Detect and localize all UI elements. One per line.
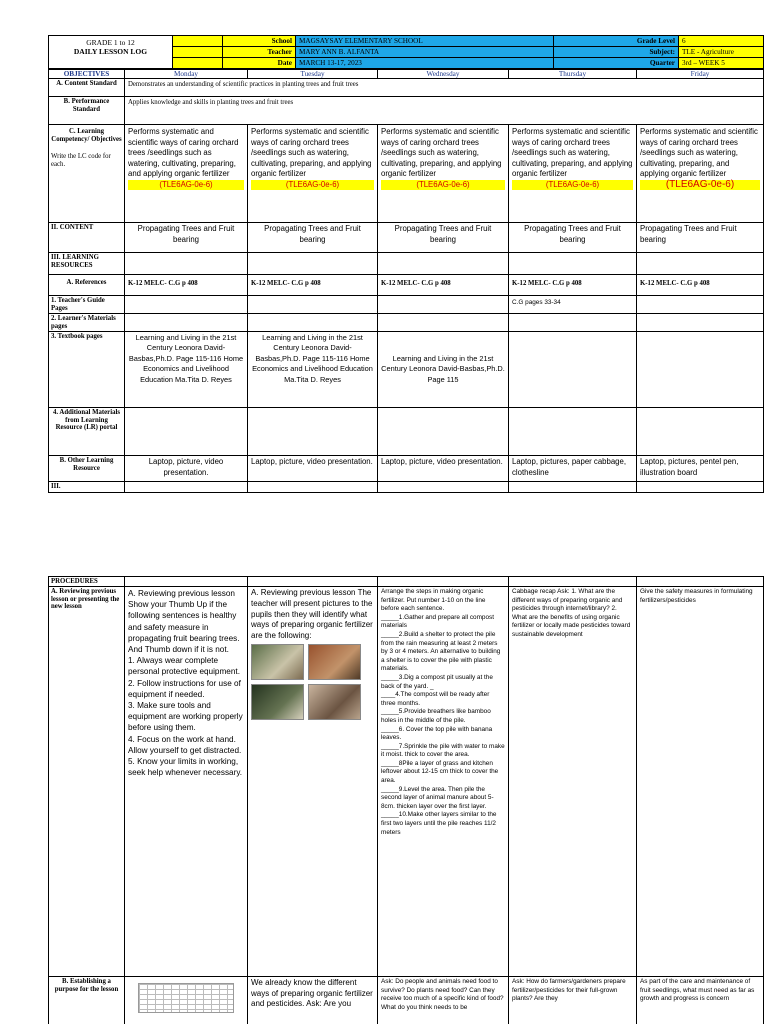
worksheet-thumbnail [138, 983, 234, 1013]
lc-text: Performs systematic and scientific ways of caring orchard trees /seedlings such as watering, cultivating, preparing, and applying organic fertilizer [128, 127, 239, 178]
content-thursday: Propagating Trees and Fruit bearing [509, 223, 637, 253]
compost-step: _____6. Cover the top pile with banana leaves. [381, 725, 493, 742]
compost-step: _____5.Provide breathers like bamboo holes in the middle of the pile. [381, 708, 491, 724]
lc-note: Write the LC code for each. [51, 153, 111, 168]
grade-level-value: 6 [679, 36, 764, 47]
review-friday: Give the safety measures in formulating fertilizers/pesticides [637, 587, 764, 977]
other-wednesday: Laptop, picture, video presentation. [378, 456, 509, 482]
textbook-wednesday: Learning and Living in the 21st Century Leonora David-Basbas,Ph.D. Page 115 [378, 332, 509, 408]
purpose-tuesday: We already know the different ways of preparing organic fertilizer and pesticides. Ask: Are you [248, 977, 378, 1024]
review-monday-intro: A. Reviewing previous lesson Show your Thumb Up if the following sentences is healthy and safety measure in propagating fruit bearing trees. And Thumb down if it is not. [128, 589, 240, 655]
content-tuesday: Propagating Trees and Fruit bearing [248, 223, 378, 253]
textbook-monday: Learning and Living in the 21st Century Leonora David-Basbas,Ph.D. Page 115-116 Home Economics and Livelihood Education Ma.Tita D. Reyes [125, 332, 248, 408]
content-monday: Propagating Trees and Fruit bearing [125, 223, 248, 253]
performance-standard-label: B. Performance Standard [49, 97, 125, 125]
fertilizer-photo [251, 644, 304, 680]
compost-step: _____8Pile a layer of grass and kitchen leftover about 12-15 cm thick to cover the area. [381, 759, 499, 785]
content-label: II. CONTENT [49, 223, 125, 253]
lc-code: (TLE6AG-0e-6) [251, 180, 374, 191]
purpose-friday: As part of the care and maintenance of fruit seedlings, what must need as far as growth and progress is concern [637, 977, 764, 1024]
subject-value: TLE - Agriculture [679, 47, 764, 58]
review-monday-item: 1. Always wear complete personal protective equipment. [128, 656, 240, 677]
lc-code: (TLE6AG-0e-6) [128, 180, 244, 191]
references-thursday: K-12 MELC- C.G p 408 [509, 275, 637, 296]
fertilizer-photo [308, 644, 361, 680]
form-title [49, 36, 173, 69]
learners-materials-label: 2. Learner's Materials pages [49, 314, 125, 332]
lc-thursday [509, 125, 637, 223]
content-standard-text: Demonstrates an understanding of scientific practices in planting trees and fruit trees [125, 79, 764, 97]
day-wednesday: Wednesday [378, 70, 509, 79]
log-title: DAILY LESSON LOG [73, 47, 148, 56]
reviewing-lesson-label: A. Reviewing previous lesson or presenting the new lesson [49, 587, 125, 977]
references-monday: K-12 MELC- C.G p 408 [125, 275, 248, 296]
fertilizer-pictures [251, 644, 361, 720]
references-tuesday: K-12 MELC- C.G p 408 [248, 275, 378, 296]
content-standard-label: A. Content Standard [49, 79, 125, 97]
teacher-value: MARY ANN B. ALFANTA [296, 47, 554, 58]
content-friday: Propagating Trees and Fruit bearing [637, 223, 764, 253]
compost-step: _____3.Dig a compost pit usually at the back of the yard. _ [381, 673, 493, 690]
review-wednesday [378, 587, 509, 977]
day-header-row [49, 70, 764, 79]
school-label: School [223, 36, 296, 47]
purpose-thursday: Ask: How do farmers/gardeners prepare fertilizer/pesticides for their full-grown plants? Are they [509, 977, 637, 1024]
other-thursday: Laptop, pictures, paper cabbage, clothesline [509, 456, 637, 482]
lc-text: Performs systematic and scientific ways of caring orchard trees /seedlings such as watering, cultivating, preparing, and applying organic fertilizer [640, 127, 758, 178]
date-value: MARCH 13-17, 2023 [296, 58, 554, 69]
subject-label: Subject: [554, 47, 679, 58]
other-friday: Laptop, pictures, pentel pen, illustration board [637, 456, 764, 482]
compost-step: _____1.Gather and prepare all compost materials [381, 613, 494, 630]
textbook-tuesday: Learning and Living in the 21st Century Leonora David-Basbas,Ph.D. Page 115-116 Home Economics and Livelihood Education Ma.Tita D. Reyes [248, 332, 378, 408]
review-tuesday-text: A. Reviewing previous lesson The teacher will present pictures to the pupils then they will identify what ways of preparing organic fertilizer are the following: [251, 588, 373, 641]
day-friday: Friday [637, 70, 764, 79]
other-resources-label: B. Other Learning Resource [49, 456, 125, 482]
lc-friday [637, 125, 764, 223]
review-monday-item: 3. Make sure tools and equipment are working properly before using them. [128, 701, 243, 733]
grade-level-label: Grade Level [554, 36, 679, 47]
fertilizer-photo [308, 684, 361, 720]
lc-text: Performs systematic and scientific ways of caring orchard trees /seedlings such as watering, cultivating, preparing, and applying organic fertilizer [251, 127, 372, 178]
review-tuesday [248, 587, 378, 977]
additional-materials-label: 4. Additional Materials from Learning Resource (LR) portal [49, 408, 125, 456]
quarter-label: Quarter [554, 58, 679, 69]
compost-step: ____4.The compost will be ready after three months. [381, 691, 490, 707]
teachers-guide-label: 1. Teacher's Guide Pages [49, 296, 125, 314]
teachers-guide-thursday: C.G pages 33-34 [509, 296, 637, 314]
performance-standard-text: Applies knowledge and skills in planting trees and fruit trees [125, 97, 764, 125]
day-monday: Monday [125, 70, 248, 79]
compost-step: _____9.Level the area. Then pile the second layer of animal manure about 5-8cm. thicken layer over the first layer. [381, 785, 494, 810]
procedures-label: PROCEDURES [49, 577, 125, 587]
lc-code: (TLE6AG-0e-6) [512, 180, 633, 191]
compost-step: _____7.Sprinkle the pile with water to make it moist. thick to cover the area. [381, 742, 505, 759]
daily-lesson-log-top [48, 35, 763, 493]
learning-resources-label: III. LEARNING RESOURCES [49, 253, 125, 275]
header-table [48, 35, 764, 69]
objectives-table [48, 69, 764, 493]
review-monday-item: 2. Follow instructions for use of equipment if needed. [128, 678, 241, 699]
content-wednesday: Propagating Trees and Fruit bearing [378, 223, 509, 253]
textbook-pages-label: 3. Textbook pages [49, 332, 125, 408]
lc-code: (TLE6AG-0e-6) [640, 180, 760, 191]
fertilizer-photo [251, 684, 304, 720]
review-wednesday-intro: Arrange the steps in making organic fertilizer. Put number 1-10 on the line before each sentence. [381, 588, 486, 613]
teacher-label: Teacher [223, 47, 296, 58]
day-tuesday: Tuesday [248, 70, 378, 79]
grade-label: GRADE 1 to 12 [86, 38, 135, 47]
references-label: A. References [49, 275, 125, 296]
learning-competency-label [49, 125, 125, 223]
procedures-section [48, 576, 763, 1024]
purpose-monday [125, 977, 248, 1024]
day-thursday: Thursday [509, 70, 637, 79]
review-monday [125, 587, 248, 977]
references-friday: K-12 MELC- C.G p 408 [637, 275, 764, 296]
references-wednesday: K-12 MELC- C.G p 408 [378, 275, 509, 296]
lc-title: C. Learning Competency/ Objectives [51, 128, 122, 143]
lc-monday [125, 125, 248, 223]
objectives-header: OBJECTIVES [49, 70, 125, 79]
review-monday-item: 5. Know your limits in working, seek help whenever necessary. [128, 757, 243, 778]
establishing-purpose-label: B. Establishing a purpose for the lesson [49, 977, 125, 1024]
section-iii-label: III. [49, 482, 125, 493]
date-label: Date [223, 58, 296, 69]
lc-code: (TLE6AG-0e-6) [381, 180, 505, 191]
lc-text: Performs systematic and scientific ways of caring orchard trees /seedlings such as watering, cultivating, preparing, and applying organic fertilizer [381, 127, 502, 178]
purpose-wednesday: Ask: Do people and animals need food to survive? Do plants need food? Can they receive too much of a specific kind of food? What do you think needs to be [378, 977, 509, 1024]
school-value: MAGSAYSAY ELEMENTARY SCHOOL [296, 36, 554, 47]
review-monday-item: 4. Focus on the work at hand. Allow yourself to get distracted. [128, 734, 242, 755]
quarter-value: 3rd – WEEK 5 [679, 58, 764, 69]
compost-step: _____10.Make other layers similar to the first two layers until the pile reaches 11/2 meters [381, 811, 497, 836]
procedures-table [48, 576, 764, 1024]
other-monday: Laptop, picture, video presentation. [125, 456, 248, 482]
other-tuesday: Laptop, picture, video presentation. [248, 456, 378, 482]
review-thursday: Cabbage recap Ask: 1. What are the different ways of preparing organic and pesticides through internet/library? 2. What are the benefits of using organic fertilizer or locally made pesticides toward sustainable development [509, 587, 637, 977]
lc-wednesday [378, 125, 509, 223]
compost-step: _____2.Build a shelter to protect the pile from the rain measuring at least 2 meters by 3 or 4 meters. An alternative to building a shelter is to cover the pile with plastic materials. [381, 630, 501, 673]
lc-tuesday [248, 125, 378, 223]
lc-text: Performs systematic and scientific ways of caring orchard trees /seedlings such as watering, cultivating, preparing, and applying organic fertilizer [512, 127, 633, 178]
